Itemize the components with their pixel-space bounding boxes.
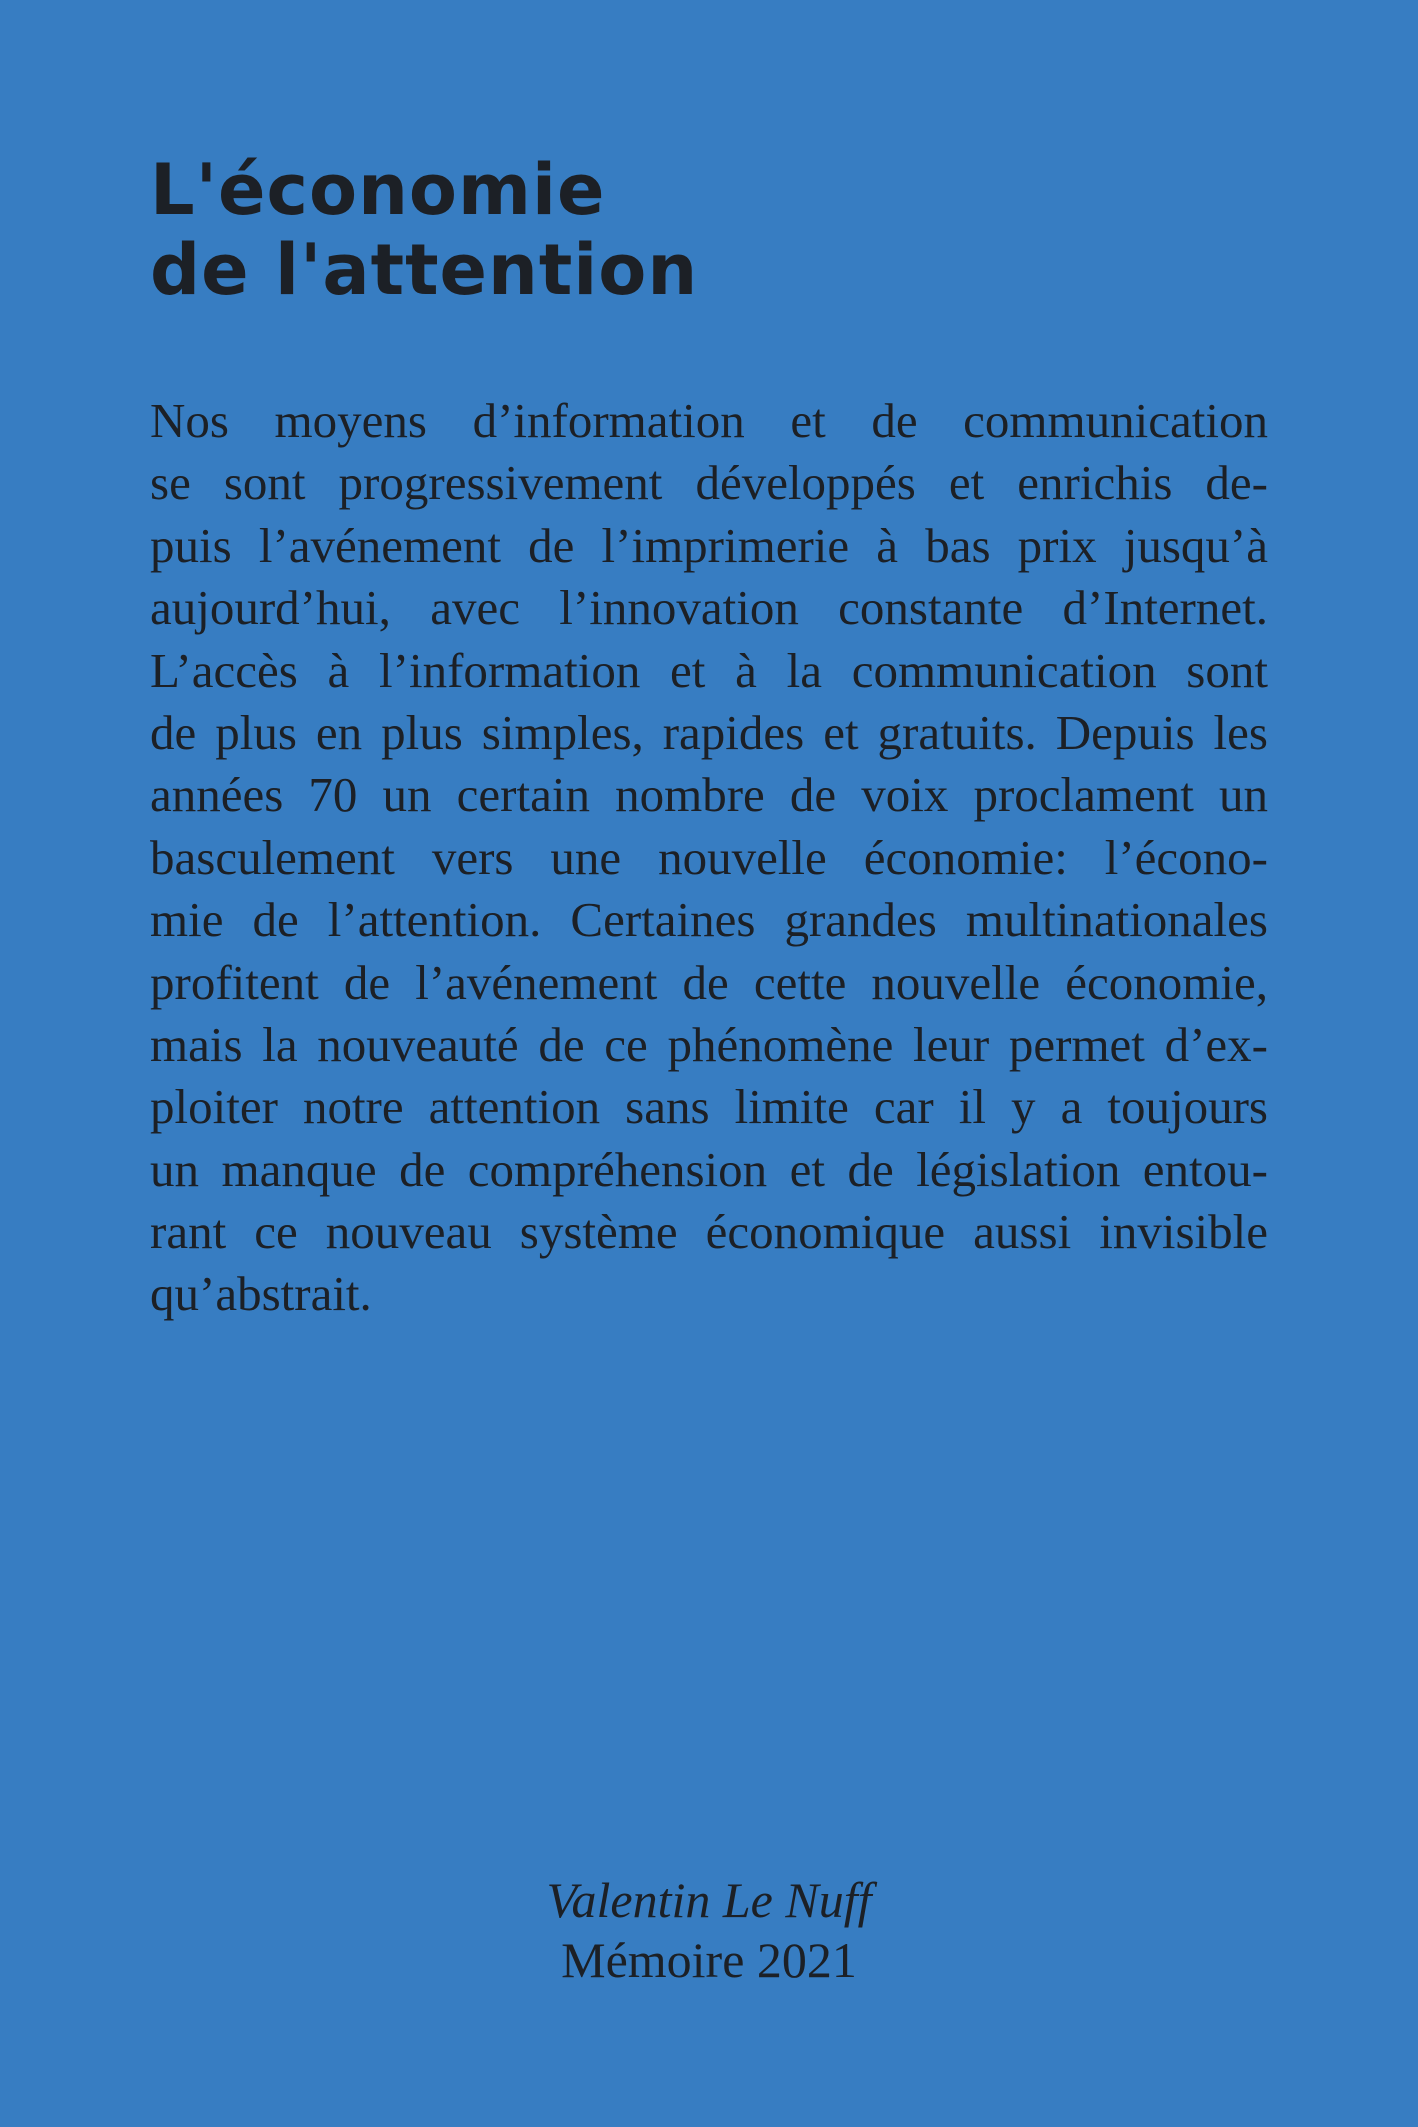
summary-line: se sont progressivement développés et enrichis de- <box>150 455 1268 511</box>
summary-line: ploiter notre attention sans limite car il y a toujours <box>150 1079 1268 1135</box>
summary-line: mais la nouveauté de ce phénomène leur permet d’ex- <box>150 1016 1268 1072</box>
book-title <box>150 150 1250 310</box>
book-title-line-1: L'économie <box>150 149 606 231</box>
thesis-year: Mémoire 2021 <box>561 1932 857 1988</box>
summary-line: puis l’avénement de l’imprimerie à bas prix jusqu’à <box>150 517 1268 573</box>
summary-line: Nos moyens d’information et de communication <box>150 393 1268 448</box>
summary-line: L’accès à l’information et à la communication sont <box>150 642 1268 698</box>
summary-line: mie de l’attention. Certaines grandes multinationales <box>150 892 1268 948</box>
summary-line: profitent de l’avénement de cette nouvelle économie, <box>150 954 1268 1010</box>
summary-line: rant ce nouveau système économique aussi invisible <box>150 1204 1268 1260</box>
summary-line: aujourd’hui, avec l’innovation constante d’Internet. <box>150 580 1268 636</box>
summary-line: basculement vers une nouvelle économie: l’écono- <box>150 829 1268 885</box>
summary-paragraph <box>150 390 1268 1326</box>
summary-line: un manque de compréhension et de législation entou- <box>150 1141 1268 1197</box>
author-name: Valentin Le Nuff <box>546 1872 872 1928</box>
cover-footer <box>0 1870 1418 1990</box>
summary-line: de plus en plus simples, rapides et gratuits. Depuis les <box>150 704 1268 760</box>
summary-line: années 70 un certain nombre de voix proclament un <box>150 767 1268 823</box>
summary-line: qu’abstrait. <box>150 1266 372 1322</box>
book-title-line-2: de l'attention <box>150 229 699 311</box>
